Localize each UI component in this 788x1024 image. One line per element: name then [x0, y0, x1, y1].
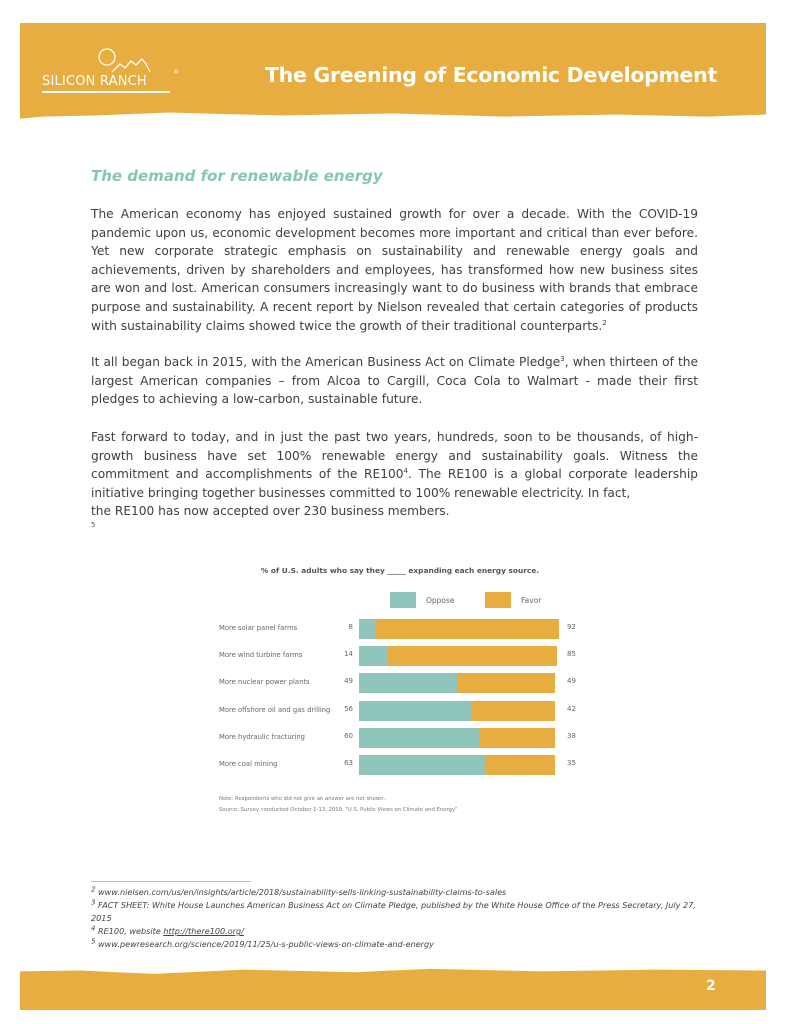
bar-category-label: More wind turbine farms — [219, 651, 303, 660]
bar-segment-oppose — [359, 619, 375, 639]
paragraph-3 — [91, 428, 698, 521]
bar-segment-favor — [457, 673, 555, 693]
bar-segment-oppose — [359, 673, 457, 693]
bar-category-label: More hydraulic fracturing — [219, 732, 305, 741]
re100-link[interactable]: http://there100.org/ — [163, 926, 244, 936]
stacked-bar — [359, 673, 555, 693]
bar-segment-oppose — [359, 755, 485, 775]
document-title: The Greening of Economic Development — [265, 63, 717, 87]
logo-underline — [42, 91, 170, 93]
bar-segment-favor — [479, 728, 555, 748]
bar-favor-value: 38 — [567, 731, 576, 740]
logo-text: SILICON RANCH — [42, 74, 147, 89]
stacked-bar — [359, 619, 559, 639]
footnote-ref-3: 3 — [560, 354, 565, 363]
stacked-bar — [359, 728, 555, 748]
footnote-3 — [91, 899, 701, 925]
footnote-4-text: RE100, website — [98, 926, 164, 936]
footnote-2 — [91, 886, 701, 899]
bar-segment-favor — [471, 701, 555, 721]
chart-note: Note: Respondents who did not give an answer are not shown. — [219, 796, 386, 802]
footnote-ref-2: 2 — [602, 318, 607, 327]
footnote-3-text: FACT SHEET: White House Launches American Business Act on Climate Pledge, published by the White House Office of the Press Secretary, July 27, 2015 — [91, 900, 696, 923]
bar-favor-value: 35 — [567, 759, 576, 767]
silicon-ranch-logo — [42, 46, 182, 102]
bar-segment-favor — [485, 755, 555, 775]
bar-oppose-value: 60 — [344, 731, 353, 740]
bar-segment-oppose — [359, 728, 479, 748]
stacked-bar — [359, 701, 555, 721]
paragraph-2-text-a: It all began back in 2015, with the American Business Act on Climate Pledge — [91, 355, 561, 369]
legend-oppose-label: Oppose — [426, 595, 455, 605]
bar-segment-favor — [387, 646, 557, 666]
footnote-ref-4: 4 — [403, 467, 408, 476]
footer-banner — [20, 968, 766, 1010]
chart-title: % of U.S. adults who say they _____ expanding each energy source. — [260, 566, 540, 575]
footnotes — [91, 886, 701, 951]
bar-oppose-value: 14 — [344, 650, 353, 659]
chart-source: Source: Survey conducted October 1-13, 2019. "U.S. Public Views on Climate and Energy" — [219, 807, 458, 813]
bar-favor-value: 49 — [567, 677, 576, 686]
chart-bar-row — [195, 755, 605, 775]
chart-bar-row — [195, 701, 605, 721]
legend-favor-swatch — [485, 592, 511, 608]
chart-bar-row — [195, 673, 605, 693]
stacked-bar — [359, 646, 557, 666]
bar-oppose-value: 8 — [348, 623, 353, 631]
bar-favor-value: 85 — [567, 650, 576, 659]
bar-segment-favor — [375, 619, 559, 639]
footnote-4-number: 4 — [91, 924, 96, 933]
paragraph-3-text-c: the RE100 has now accepted over 230 business members. — [91, 504, 450, 519]
footnote-3-number: 3 — [91, 898, 96, 907]
page-number: 2 — [706, 978, 716, 994]
legend-favor — [485, 592, 541, 608]
bar-favor-value: 42 — [567, 704, 576, 713]
paragraph-1 — [91, 205, 698, 335]
bar-oppose-value: 56 — [344, 704, 353, 713]
chart-bar-row — [195, 646, 605, 666]
bar-category-label: More coal mining — [219, 760, 278, 768]
paragraph-2 — [91, 353, 698, 409]
legend-oppose-swatch — [390, 592, 416, 608]
section-heading: The demand for renewable energy — [91, 167, 383, 185]
footnote-divider — [91, 881, 251, 882]
footnote-5-text: www.pewresearch.org/science/2019/11/25/u-s-public-views-on-climate-and-energy — [98, 939, 434, 949]
footnote-2-text: www.nielsen.com/us/en/insights/article/2018/sustainability-sells-linking-sustainability-claims-to-sales — [98, 887, 507, 897]
legend-oppose — [390, 592, 455, 608]
sun-mountain-logo-icon — [98, 46, 168, 76]
footnote-4 — [91, 925, 701, 938]
bar-segment-oppose — [359, 701, 471, 721]
chart-bar-row — [195, 619, 605, 639]
paragraph-3-text-b: . The RE100 is a global corporate leadership initiative bringing together businesses committed to 100% renewable electricity. In fact, — [91, 467, 699, 500]
paragraph-3-text-a: Fast forward to today, and in just the past two years, hundreds, soon to be thousands, of high-growth business have set 100% renewable energy and sustainability goals. Witness the commitment and accomplishments of the RE100 — [91, 430, 698, 482]
bar-category-label: More nuclear power plants — [219, 678, 310, 687]
bar-oppose-value: 63 — [344, 759, 353, 767]
bar-favor-value: 92 — [567, 623, 576, 631]
registered-mark: ® — [174, 70, 179, 76]
footnote-ref-5: 5 — [91, 521, 96, 529]
stacked-bar — [359, 755, 555, 775]
paragraph-1-text: The American economy has enjoyed sustained growth for over a decade. With the COVID-19 pandemic upon us, economic development becomes more important and critical than ever before. Yet new corporate strategic emphasis on sustainability and renewable energy goals and achievements, driven by shareholders and employees, has transformed how new business sites are won and lost. American consumers increasingly want to do business with brands that embrace purpose and sustainability. A recent report by Nielson revealed that certain categories of products with sustainability claims showed twice the growth of their traditional counterparts. — [91, 207, 698, 333]
energy-opinion-chart — [195, 540, 605, 845]
bar-category-label: More offshore oil and gas drilling — [219, 705, 331, 714]
bar-segment-oppose — [359, 646, 387, 666]
bar-category-label: More solar panel farms — [219, 624, 298, 632]
paragraph-2-text-b: , when thirteen of the largest American companies – from Alcoa to Cargill, Coca Cola to Walmart - made their first pledges to achieving a low-carbon, sustainable future. — [91, 355, 698, 407]
footnote-2-number: 2 — [91, 885, 96, 894]
chart-bar-row — [195, 728, 605, 748]
footnote-5 — [91, 938, 701, 951]
legend-favor-label: Favor — [521, 595, 542, 605]
footnote-5-number: 5 — [91, 937, 96, 946]
bar-oppose-value: 49 — [344, 677, 353, 686]
